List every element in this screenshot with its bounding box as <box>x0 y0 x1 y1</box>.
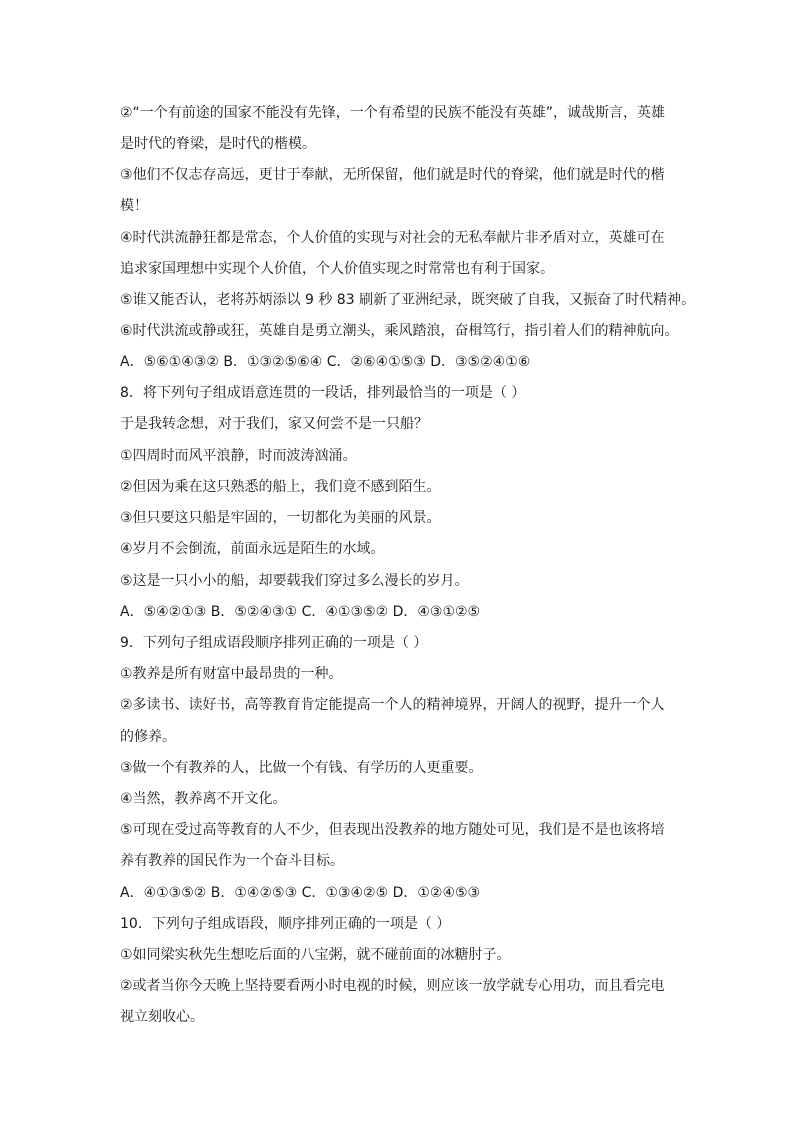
text-line: ①教养是所有财富中最昂贵的一种。 <box>120 666 343 682</box>
question-8-stem: 8．将下列句子组成语意连贯的一段话，排列最恰当的一项是（ ） <box>120 385 526 401</box>
answer-options: A．⑤④②①③ B．⑤②④③① C．④①③⑤② D．④③①②⑤ <box>120 604 481 620</box>
text-line: ①四周时而风平浪静，时而波涛汹涌。 <box>120 448 357 464</box>
text-line: 的修养。 <box>120 729 176 745</box>
text-line: ④岁月不会倒流，前面永远是陌生的水域。 <box>120 541 385 557</box>
text-line: 追求家国理想中实现个人价值，个人价值实现之时常常也有利于国家。 <box>120 261 554 277</box>
text-line: 视立刻收心。 <box>120 1009 204 1025</box>
text-line: ③他们不仅志存高远，更甘于奉献，无所保留，他们就是时代的脊梁，他们就是时代的楷 <box>120 167 665 183</box>
text-line: 模！ <box>120 198 148 214</box>
text-line: ④当然，教养离不开文化。 <box>120 791 287 807</box>
text-line: ②但因为乘在这只熟悉的船上，我们竟不感到陌生。 <box>120 479 441 495</box>
text-line: ③但只要这只船是牢固的，一切都化为美丽的风景。 <box>120 510 441 526</box>
answer-options: A．⑤⑥①④③② B．①③②⑤⑥④ C．②⑥④①⑤③ D．③⑤②④①⑥ <box>120 354 531 370</box>
text-line: 于是我转念想，对于我们，家又何尝不是一只船？ <box>120 416 428 432</box>
text-line: 养有教养的国民作为一个奋斗目标。 <box>120 853 344 869</box>
question-9-stem: 9．下列句子组成语段顺序排列正确的一项是（ ） <box>120 635 428 651</box>
answer-options: A．④①③⑤② B．①④②⑤③ C．①③④②⑤ D．①②④⑤③ <box>120 885 481 901</box>
text-line: ③做一个有教养的人，比做一个有钱、有学历的人更重要。 <box>120 760 483 776</box>
text-line: ⑤这是一只小小的船，却要载我们穿过多么漫长的岁月。 <box>120 573 469 589</box>
text-line: ②多读书、读好书，高等教育肯定能提高一个人的精神境界，开阔人的视野，提升一个人 <box>120 697 665 713</box>
text-line: ②“一个有前途的国家不能没有先锋，一个有希望的民族不能没有英雄”，诚哉斯言，英雄 <box>120 105 666 121</box>
question-10-stem: 10．下列句子组成语段，顺序排列正确的一项是（ ） <box>120 916 451 932</box>
text-line: ⑥时代洪流或静或狂，英雄自是勇立潮头，乘风踏浪，奋楫笃行，指引着人们的精神航向。 <box>120 323 679 339</box>
text-line: ②或者当你今天晚上坚持要看两小时电视的时候，则应该一放学就专心用功，而且看完电 <box>120 978 665 994</box>
text-line: 是时代的脊梁，是时代的楷模。 <box>120 136 316 152</box>
text-line: ①如同梁实秋先生想吃后面的八宝粥，就不碰前面的冰糖肘子。 <box>120 947 511 963</box>
text-line: ⑤可现在受过高等教育的人不少，但表现出没教养的地方随处可见，我们是不是也该将培 <box>120 822 665 838</box>
text-line: ④时代洪流静狂都是常态，个人价值的实现与对社会的无私奉献片非矛盾对立，英雄可在 <box>120 230 665 246</box>
text-line: ⑤谁又能否认，老将苏炳添以 9 秒 83 刷新了亚洲纪录，既突破了自我，又振奋了时代精神。 <box>120 292 696 308</box>
